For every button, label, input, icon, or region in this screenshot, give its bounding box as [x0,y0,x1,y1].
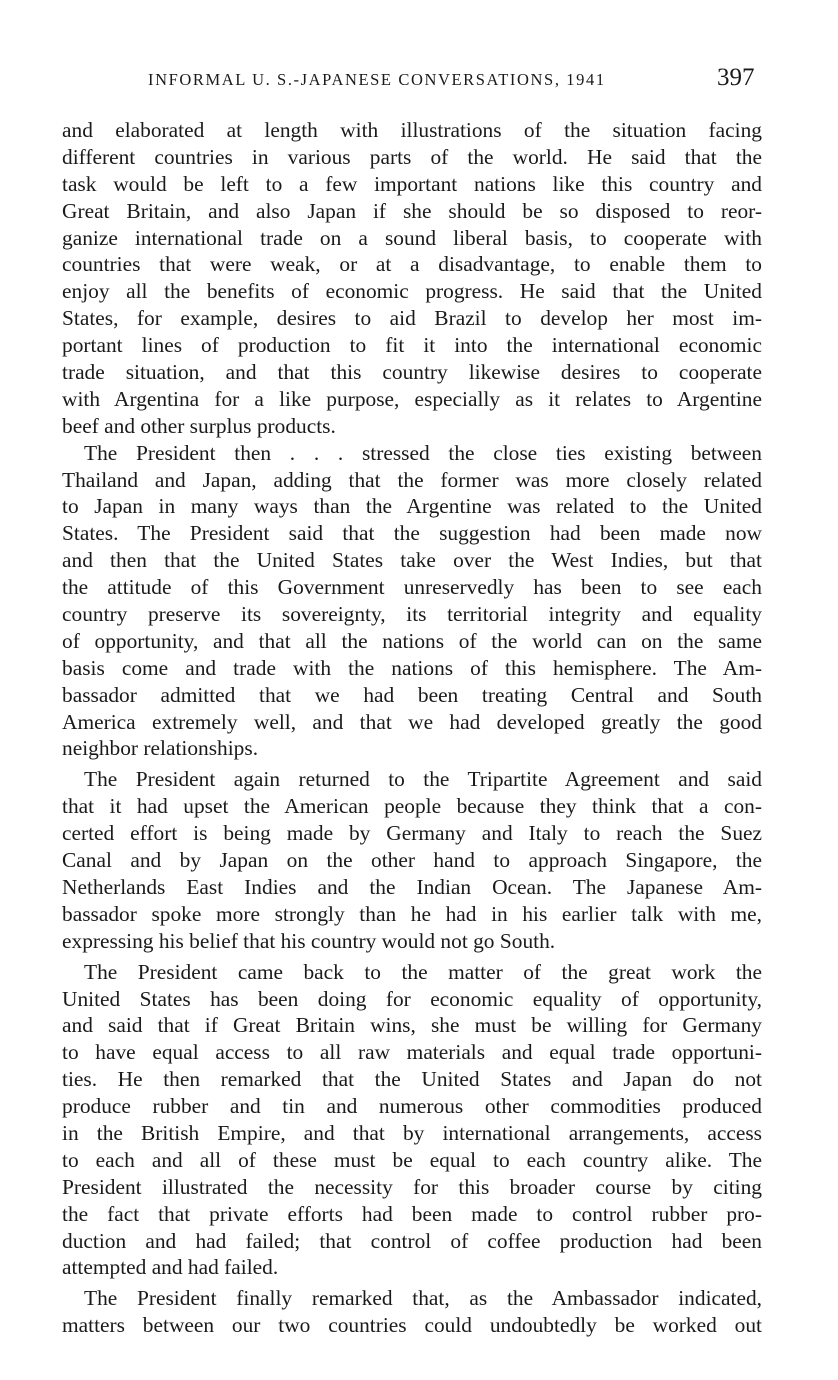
text-line: matters between our two countries could undoubtedly be worked out [62,1313,762,1338]
text-line: country preserve its sovereignty, its territorial integrity and equality [62,602,762,627]
text-line: the fact that private efforts had been made to control rubber pro- [62,1201,762,1226]
paragraph [62,959,762,1282]
text-line: and elaborated at length with illustrations of the situation facing [62,118,762,142]
text-line: with Argentina for a like purpose, especially as it relates to Argentine [62,386,762,411]
text-line: States, for example, desires to aid Brazil to develop her most im- [62,306,762,331]
text-line: United States has been doing for economic equality of opportunity, [62,986,762,1011]
running-head-title: INFORMAL U. S.-JAPANESE CONVERSATIONS, 1941 [148,70,606,89]
text-line: America extremely well, and that we had developed greatly the good [62,709,762,734]
text-line: and said that if Great Britain wins, she must be willing for Germany [62,1013,762,1038]
text-line: basis come and trade with the nations of this hemisphere. The Am- [62,655,762,680]
text-line: in the British Empire, and that by international arrangements, access [62,1120,762,1145]
text-line: different countries in various parts of the world. He said that the [62,144,762,169]
text-line: enjoy all the benefits of economic progress. He said that the United [62,279,762,304]
text-line: attempted and had failed. [62,1255,279,1280]
page-number: 397 [717,64,755,91]
body-text [62,117,762,1339]
text-line: The President came back to the matter of the great work the [84,959,762,984]
text-line: certed effort is being made by Germany and Italy to reach the Suez [62,821,762,846]
text-line: the attitude of this Government unreservedly has been to see each [62,575,762,600]
text-line: countries that were weak, or at a disadvantage, to enable them to [62,252,762,277]
paragraph [62,440,762,763]
paragraph [62,766,762,954]
text-line: portant lines of production to fit it into the international economic [62,333,762,358]
text-line: The President again returned to the Tripartite Agreement and said [84,767,762,792]
text-line: Netherlands East Indies and the Indian Ocean. The Japanese Am- [62,874,762,899]
text-line: neighbor relationships. [62,736,259,761]
text-line: to Japan in many ways than the Argentine was related to the United [62,494,762,519]
text-line: beef and other surplus products. [62,413,336,438]
text-line: Great Britain, and also Japan if she should be so disposed to reor- [62,198,762,223]
text-line: to have equal access to all raw materials and equal trade opportuni- [62,1040,762,1065]
text-line: expressing his belief that his country would not go South. [62,928,556,953]
text-line: The President finally remarked that, as the Ambassador indicated, [84,1286,762,1311]
text-line: ganize international trade on a sound liberal basis, to cooperate with [62,225,762,250]
text-line: that it had upset the American people because they think that a con- [62,794,762,819]
text-line: and then that the United States take over the West Indies, but that [62,548,762,573]
paragraph [62,1285,762,1339]
text-line: The President then . . . stressed the close ties existing between [84,440,762,465]
paragraph [62,117,762,440]
text-line: bassador spoke more strongly than he had in his earlier talk with me, [62,901,762,926]
text-line: trade situation, and that this country likewise desires to cooperate [62,360,762,385]
text-line: to each and all of these must be equal to each country alike. The [62,1147,762,1172]
text-line: bassador admitted that we had been treating Central and South [62,682,762,707]
text-line: Thailand and Japan, adding that the former was more closely related [62,467,762,492]
text-line: Canal and by Japan on the other hand to approach Singapore, the [62,848,762,873]
text-line: States. The President said that the suggestion had been made now [62,521,762,546]
text-line: of opportunity, and that all the nations of the world can on the same [62,628,762,653]
text-line: duction and had failed; that control of coffee production had been [62,1228,762,1253]
text-line: produce rubber and tin and numerous other commodities produced [62,1094,762,1119]
text-line: ties. He then remarked that the United States and Japan do not [62,1067,762,1092]
text-line: task would be left to a few important nations like this country and [62,171,762,196]
text-line: President illustrated the necessity for this broader course by citing [62,1174,762,1199]
